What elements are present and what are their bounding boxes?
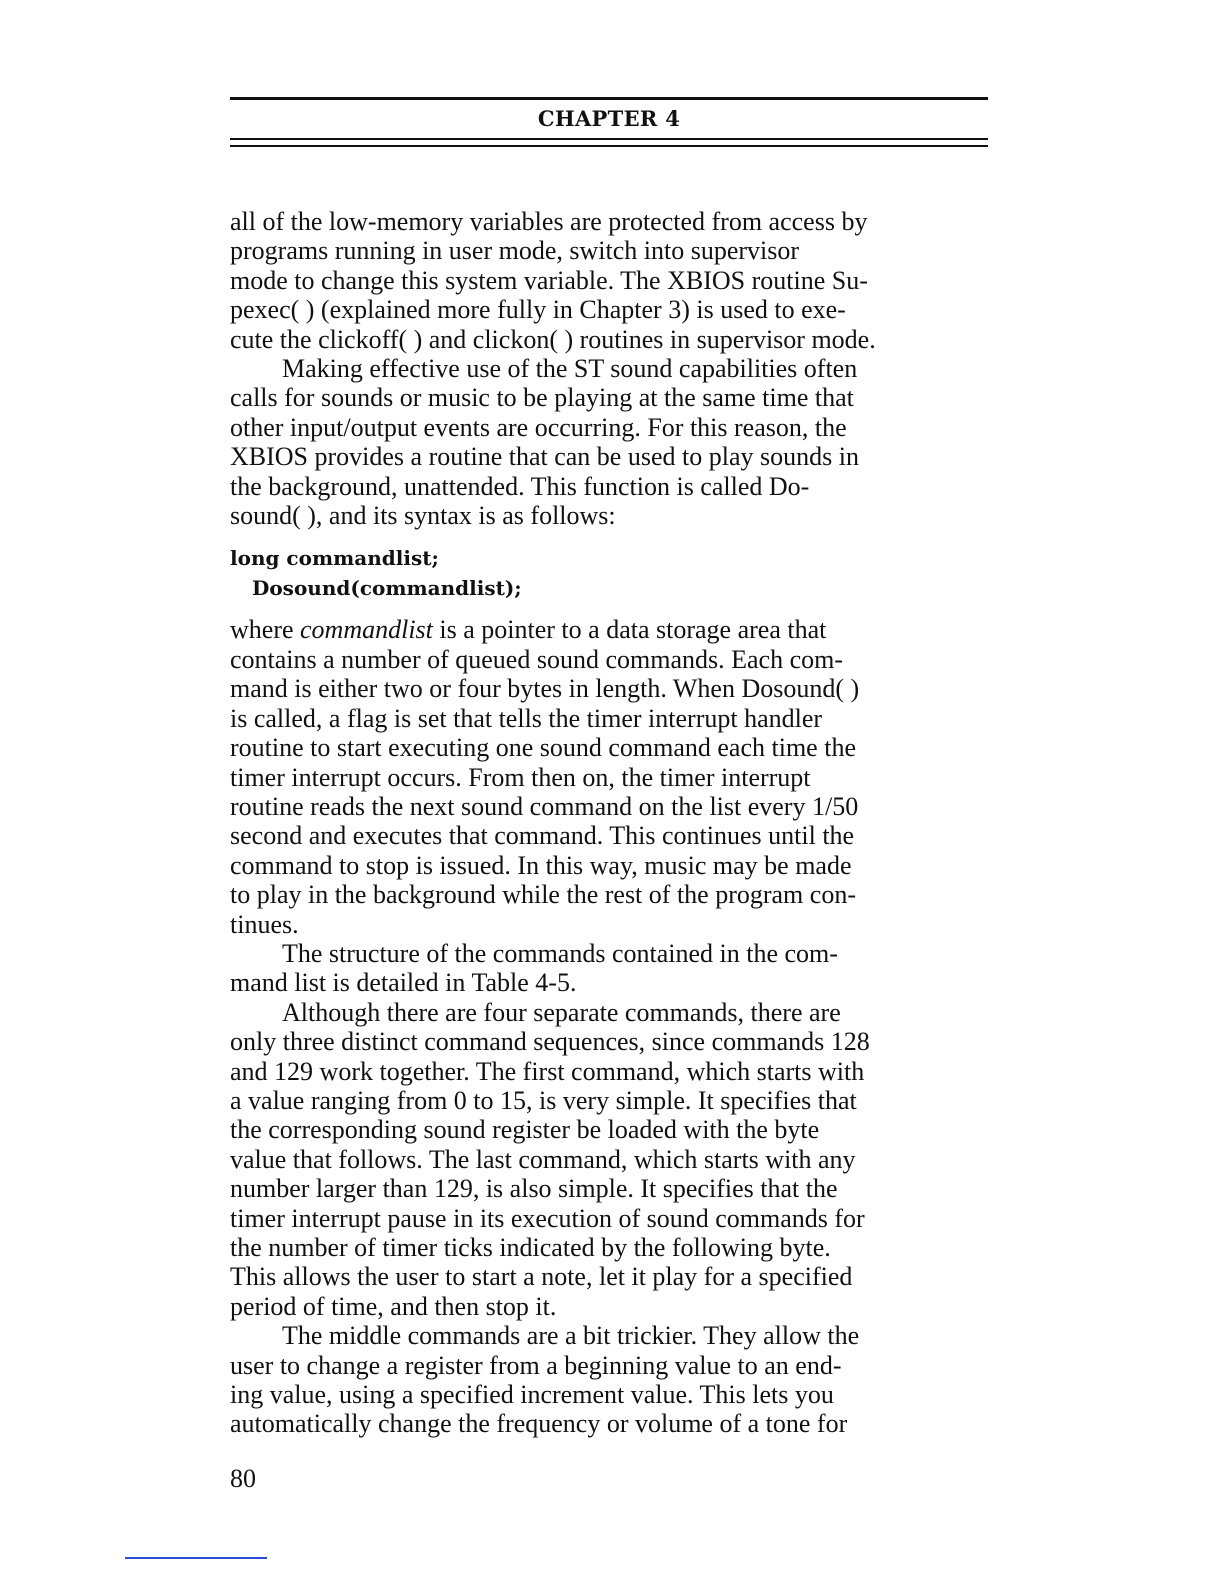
text-line: to play in the background while the rest of the program con- (230, 880, 856, 910)
text-line: timer interrupt pause in its execution of sound commands for (230, 1203, 865, 1233)
text-span: is a pointer to a data storage area that (432, 615, 827, 645)
text-line: period of time, and then stop it. (230, 1291, 557, 1321)
text-line: calls for sounds or music to be playing at the same time that (230, 383, 854, 413)
code-block (230, 543, 990, 603)
paragraph-2 (230, 354, 990, 530)
footer-rule (125, 1557, 267, 1559)
text-line: routine to start executing one sound command each time the (230, 733, 856, 763)
text-line: number larger than 129, is also simple. It specifies that the (230, 1174, 838, 1204)
text-line: Although there are four separate commands, there are (282, 997, 841, 1027)
italic-term: commandlist (300, 615, 433, 645)
chapter-header (230, 97, 988, 147)
text-line: only three distinct command sequences, since commands 128 (230, 1027, 870, 1057)
paragraph-4 (230, 939, 990, 998)
header-top-rule (230, 97, 988, 100)
text-line: the corresponding sound register be loaded with the byte (230, 1115, 820, 1145)
text-line: the background, unattended. This function is called Do- (230, 471, 810, 501)
paragraph-1 (230, 207, 990, 354)
paragraph-3 (230, 615, 990, 938)
header-bottom-rule-1 (230, 138, 988, 140)
text-line: XBIOS provides a routine that can be used to play sounds in (230, 442, 859, 472)
text-line: command to stop is issued. In this way, music may be made (230, 850, 852, 880)
text-line: mode to change this system variable. The XBIOS routine Su- (230, 265, 868, 295)
text-line: sound( ), and its syntax is as follows: (230, 501, 616, 531)
code-line: long commandlist; (230, 546, 439, 571)
text-line: tinues. (230, 909, 299, 939)
text-line: value that follows. The last command, which starts with any (230, 1144, 856, 1174)
paragraph-5 (230, 998, 990, 1321)
text-line: contains a number of queued sound commands. Each com- (230, 644, 843, 674)
text-span: where (230, 615, 301, 645)
text-line: is called, a flag is set that tells the timer interrupt handler (230, 703, 823, 733)
text-line: mand list is detailed in Table 4-5. (230, 968, 577, 998)
text-line: other input/output events are occurring. For this reason, the (230, 412, 847, 442)
paragraph-6 (230, 1321, 990, 1439)
text-line: The structure of the commands contained in the com- (282, 938, 838, 968)
text-line: second and executes that command. This continues until the (230, 821, 855, 851)
page-number: 80 (230, 1464, 256, 1493)
text-line: all of the low-memory variables are protected from access by (230, 207, 868, 236)
text-line: user to change a register from a beginning value to an end- (230, 1350, 842, 1380)
text-line: Making effective use of the ST sound capabilities often (282, 354, 858, 384)
text-line: This allows the user to start a note, let it play for a specified (230, 1262, 853, 1292)
text-line (230, 615, 990, 644)
text-line: programs running in user mode, switch into supervisor (230, 236, 800, 266)
text-line: cute the clickoff( ) and clickon( ) routines in supervisor mode. (230, 324, 876, 354)
text-line: the number of timer ticks indicated by the following byte. (230, 1233, 831, 1262)
text-line: pexec( ) (explained more fully in Chapter 3) is used to exe- (230, 295, 846, 325)
text-line: automatically change the frequency or volume of a tone for (230, 1409, 848, 1439)
chapter-title: CHAPTER 4 (537, 106, 681, 131)
text-line: a value ranging from 0 to 15, is very simple. It specifies that (230, 1085, 857, 1115)
header-bottom-rule-2 (230, 145, 988, 147)
text-line: routine reads the next sound command on the list every 1/50 (230, 791, 859, 821)
text-line: ing value, using a specified increment value. This lets you (230, 1380, 834, 1410)
text-line: and 129 work together. The first command, which starts with (230, 1056, 865, 1086)
text-line: mand is either two or four bytes in length. When Dosound( ) (230, 674, 860, 704)
text-line: timer interrupt occurs. From then on, the timer interrupt (230, 762, 811, 792)
body-text (230, 207, 990, 1439)
code-line: Dosound(commandlist); (252, 576, 522, 601)
text-line: The middle commands are a bit trickier. They allow the (282, 1321, 860, 1351)
